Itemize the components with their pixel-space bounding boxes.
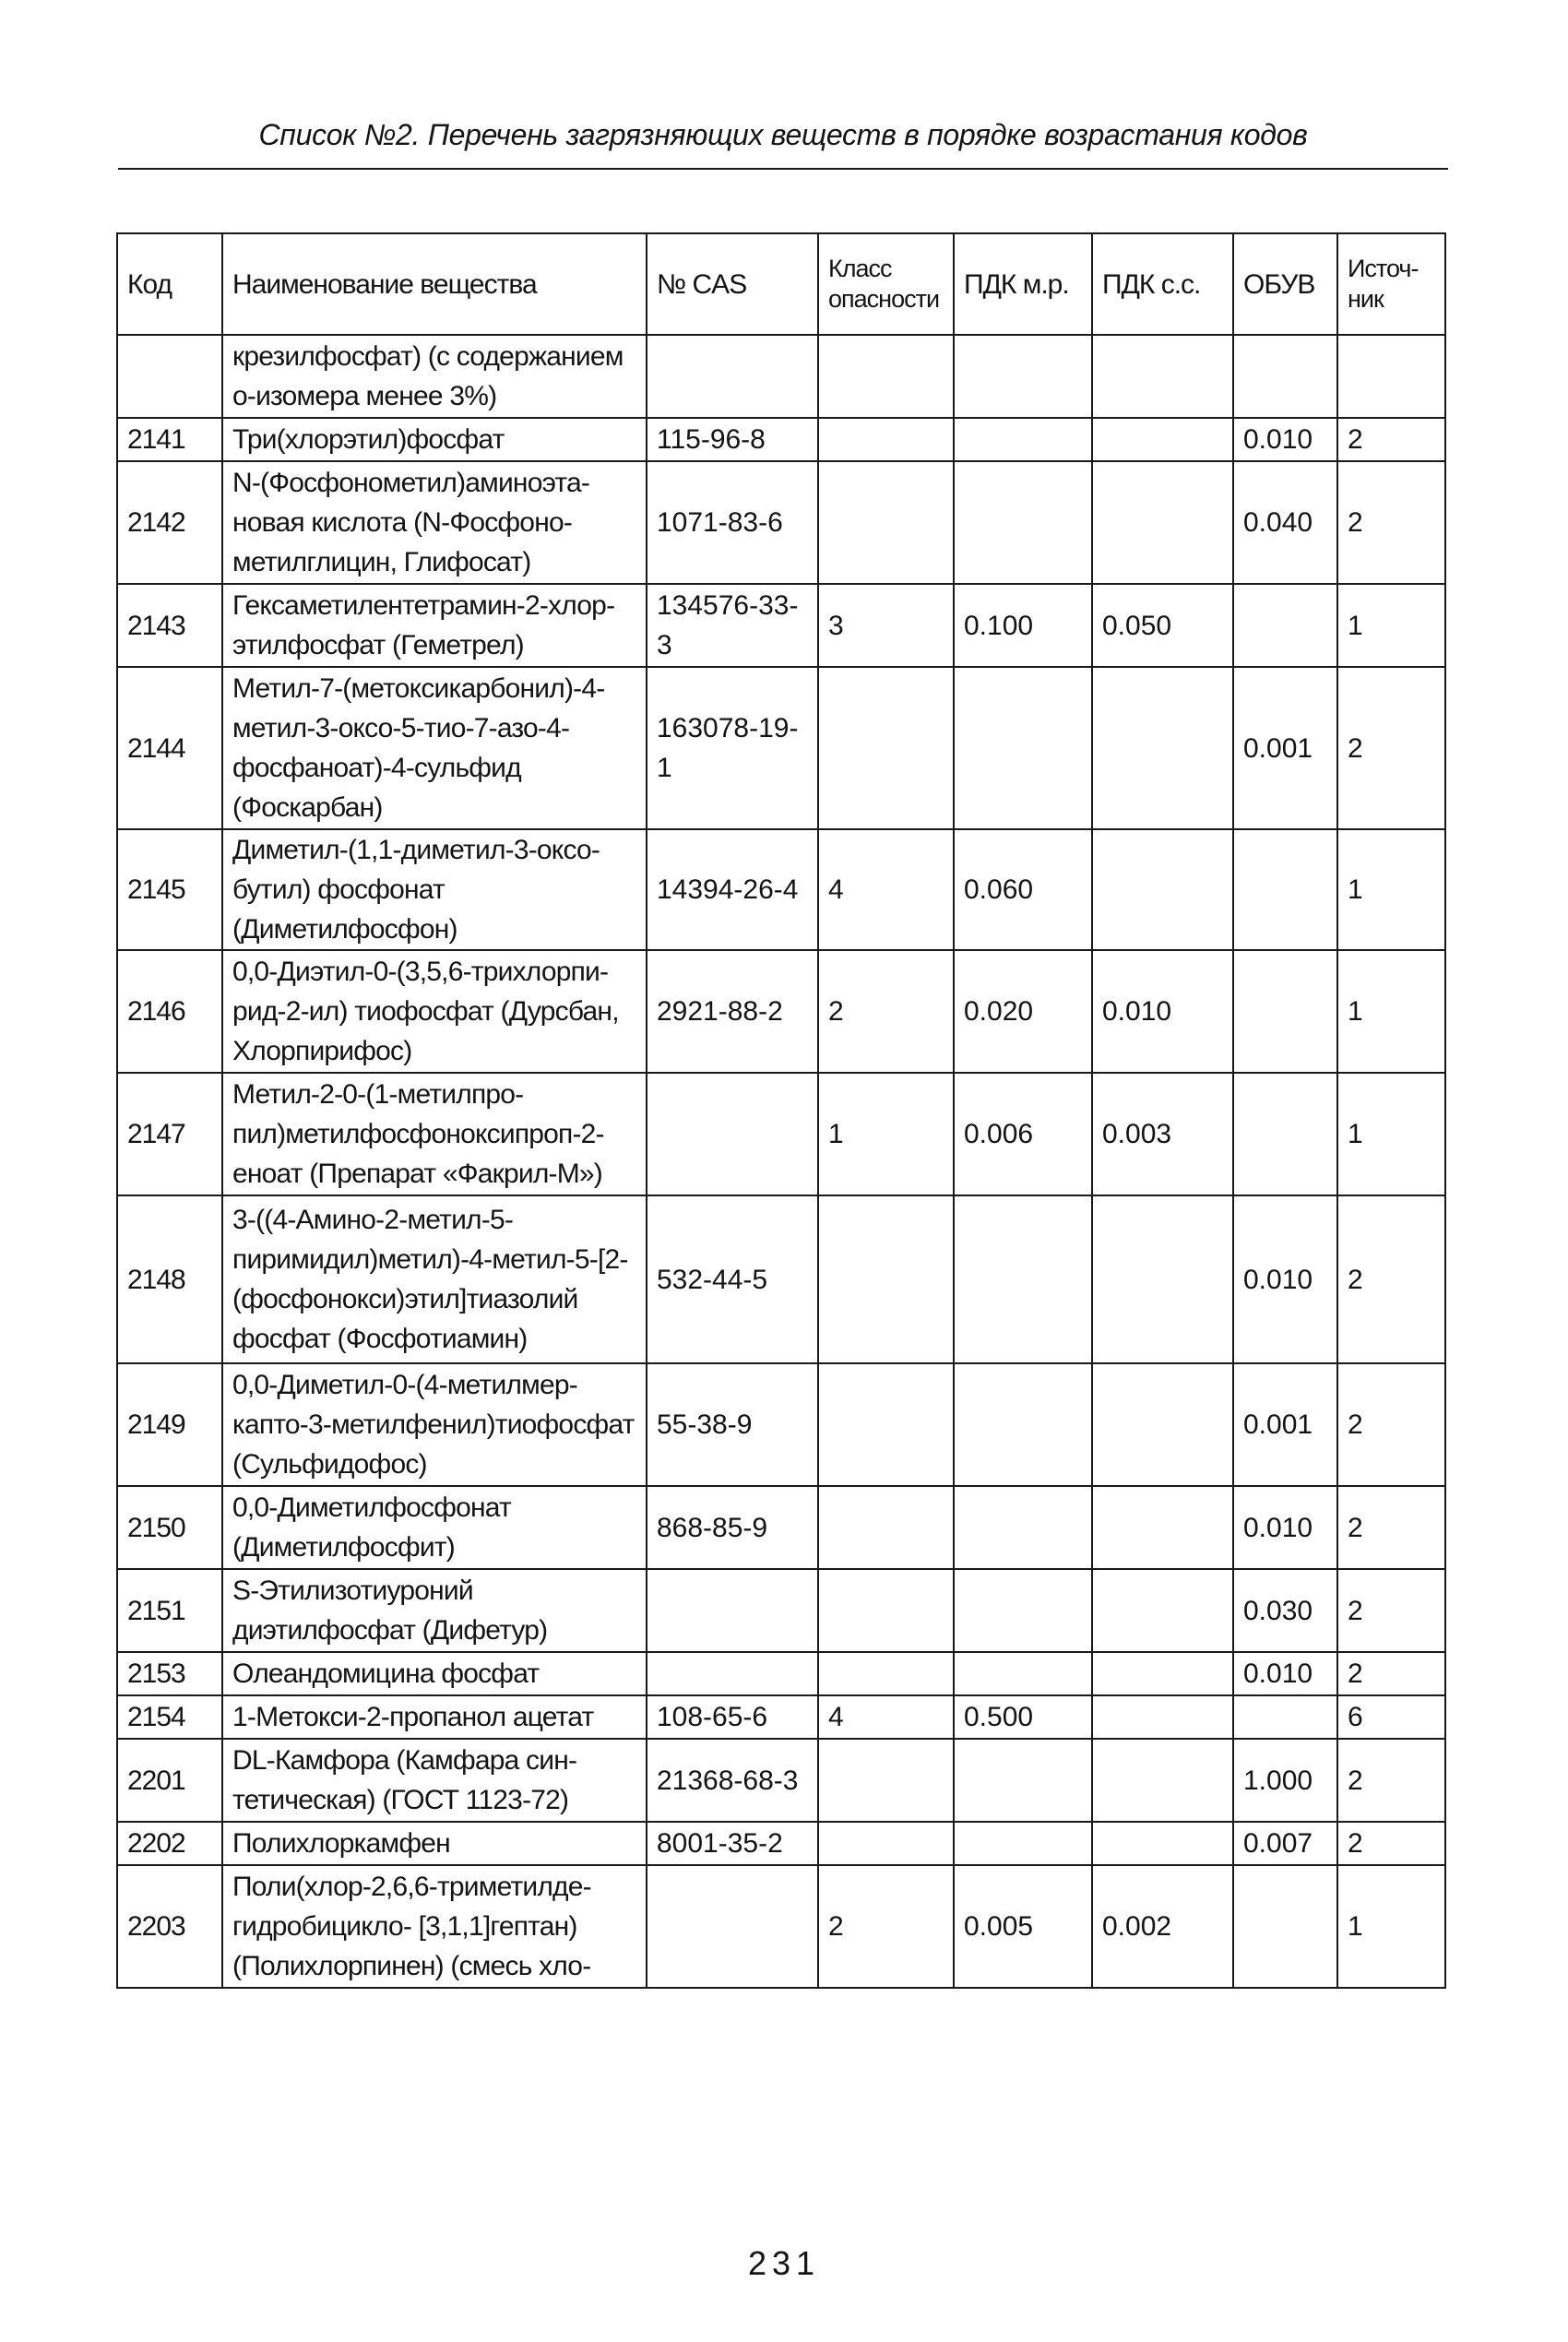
cell-source: 1 [1337,1865,1445,1988]
cell-pdk-mr: 0.060 [954,829,1092,950]
cell-hazard-class [818,1652,954,1695]
cell-hazard-class [818,461,954,584]
cell-pdk-mr: 0.005 [954,1865,1092,1988]
cell-cas: 115-96-8 [647,418,818,461]
cell-pdk-mr [954,1739,1092,1822]
table-row [117,1363,1445,1486]
cell-pdk-mr: 0.100 [954,584,1092,667]
cell-obuv: 0.010 [1233,418,1337,461]
cell-pdk-ss [1092,1822,1233,1865]
cell-code: 2149 [117,1363,222,1486]
cell-pdk-mr [954,418,1092,461]
column-header-name: Наименование вещества [222,233,647,335]
cell-pdk-mr: 0.006 [954,1073,1092,1195]
cell-cas [647,1073,818,1195]
cell-hazard-class [818,335,954,418]
cell-hazard-class: 1 [818,1073,954,1195]
cell-name: 0,0-Диметилфосфонат (Диметилфосфит) [222,1486,647,1569]
cell-obuv [1233,335,1337,418]
cell-obuv: 0.030 [1233,1569,1337,1652]
cell-pdk-ss: 0.050 [1092,584,1233,667]
cell-hazard-class: 4 [818,829,954,950]
cell-pdk-ss [1092,667,1233,829]
cell-cas: 868-85-9 [647,1486,818,1569]
cell-hazard-class [818,418,954,461]
cell-name: 1-Метокси-2-пропанол ацетат [222,1695,647,1739]
cell-hazard-class: 3 [818,584,954,667]
cell-cas [647,335,818,418]
cell-pdk-ss [1092,1486,1233,1569]
cell-name: 3-((4-Амино-2-метил-5-пиримидил)метил)-4-метил-5-[2-(фосфонокси)этил]тиазолий фосфат (Фосфотиамин) [222,1195,647,1363]
cell-obuv [1233,1073,1337,1195]
cell-source: 1 [1337,829,1445,950]
cell-obuv: 0.001 [1233,1363,1337,1486]
column-header-hazard-class: Класс опасности [818,233,954,335]
cell-pdk-mr [954,1822,1092,1865]
cell-cas: 2921-88-2 [647,950,818,1073]
cell-source: 2 [1337,1486,1445,1569]
cell-pdk-mr [954,1569,1092,1652]
table-row [117,461,1445,584]
cell-hazard-class: 2 [818,1865,954,1988]
cell-source [1337,335,1445,418]
column-header-cas: № CAS [647,233,818,335]
table-row [117,418,1445,461]
cell-code: 2201 [117,1739,222,1822]
cell-pdk-mr: 0.020 [954,950,1092,1073]
cell-cas: 21368-68-3 [647,1739,818,1822]
table-row [117,1865,1445,1988]
cell-cas: 532-44-5 [647,1195,818,1363]
table-row [117,1822,1445,1865]
cell-name: Метил-2-0-(1-метилпро-пил)метилфосфоноксипроп-2-еноат (Препарат «Факрил-М») [222,1073,647,1195]
cell-pdk-ss [1092,1652,1233,1695]
cell-name: N-(Фосфонометил)аминоэта-новая кислота (N-Фосфоно-метилглицин, Глифосат) [222,461,647,584]
cell-hazard-class: 4 [818,1695,954,1739]
cell-pdk-mr [954,1363,1092,1486]
cell-pdk-ss [1092,1739,1233,1822]
cell-name: Три(хлорэтил)фосфат [222,418,647,461]
cell-obuv: 1.000 [1233,1739,1337,1822]
cell-source: 1 [1337,584,1445,667]
cell-code: 2203 [117,1865,222,1988]
cell-pdk-ss: 0.002 [1092,1865,1233,1988]
cell-pdk-mr [954,1195,1092,1363]
cell-pdk-ss: 0.010 [1092,950,1233,1073]
table-row [117,667,1445,829]
cell-code: 2150 [117,1486,222,1569]
cell-code: 2143 [117,584,222,667]
cell-obuv: 0.001 [1233,667,1337,829]
table-row [117,950,1445,1073]
cell-cas: 134576-33-3 [647,584,818,667]
column-header-source: Источ-ник [1337,233,1445,335]
cell-pdk-mr [954,461,1092,584]
cell-hazard-class [818,1363,954,1486]
cell-obuv [1233,1865,1337,1988]
cell-source: 2 [1337,1739,1445,1822]
column-header-pdk-ss: ПДК с.с. [1092,233,1233,335]
header-rule [118,168,1448,170]
cell-hazard-class: 2 [818,950,954,1073]
table-row [117,829,1445,950]
cell-pdk-ss [1092,1363,1233,1486]
cell-code: 2144 [117,667,222,829]
cell-pdk-mr [954,667,1092,829]
cell-source: 2 [1337,418,1445,461]
table-row [117,1739,1445,1822]
cell-name: Олеандомицина фосфат [222,1652,647,1695]
cell-pdk-ss [1092,418,1233,461]
cell-pdk-ss [1092,1195,1233,1363]
cell-pdk-ss [1092,1695,1233,1739]
cell-source: 2 [1337,1652,1445,1695]
table-header-row [117,233,1445,335]
cell-pdk-mr: 0.500 [954,1695,1092,1739]
cell-name: Метил-7-(метоксикарбонил)-4-метил-3-оксо-5-тио-7-азо-4-фосфаноат)-4-сульфид (Фоскарбан) [222,667,647,829]
cell-name: Диметил-(1,1-диметил-3-оксо-бутил) фосфонат (Диметилфосфон) [222,829,647,950]
column-header-pdk-mr: ПДК м.р. [954,233,1092,335]
cell-source: 2 [1337,1195,1445,1363]
cell-code: 2145 [117,829,222,950]
cell-code: 2146 [117,950,222,1073]
cell-source: 6 [1337,1695,1445,1739]
table-row [117,584,1445,667]
table-row [117,1695,1445,1739]
table-row [117,1073,1445,1195]
cell-hazard-class [818,1486,954,1569]
cell-name: 0,0-Диэтил-0-(3,5,6-трихлорпи-рид-2-ил) тиофосфат (Дурсбан, Хлорпирифос) [222,950,647,1073]
cell-code: 2154 [117,1695,222,1739]
cell-pdk-mr [954,1486,1092,1569]
cell-code: 2148 [117,1195,222,1363]
cell-pdk-mr [954,335,1092,418]
page-number: 231 [747,2244,821,2282]
cell-cas [647,1865,818,1988]
cell-hazard-class [818,1195,954,1363]
cell-cas [647,1652,818,1695]
cell-code: 2202 [117,1822,222,1865]
cell-source: 2 [1337,1822,1445,1865]
cell-obuv [1233,950,1337,1073]
cell-obuv: 0.040 [1233,461,1337,584]
cell-pdk-ss [1092,461,1233,584]
cell-cas: 108-65-6 [647,1695,818,1739]
cell-hazard-class [818,1822,954,1865]
cell-cas: 1071-83-6 [647,461,818,584]
cell-source: 2 [1337,1569,1445,1652]
cell-name: Поли(хлор-2,6,6-триметилде-гидробицикло- [3,1,1]гептан) (Полихлорпинен) (смесь хло- [222,1865,647,1988]
cell-cas: 8001-35-2 [647,1822,818,1865]
cell-cas: 163078-19-1 [647,667,818,829]
table-row [117,1652,1445,1695]
cell-hazard-class [818,1739,954,1822]
cell-obuv: 0.010 [1233,1486,1337,1569]
cell-source: 2 [1337,461,1445,584]
cell-pdk-ss [1092,335,1233,418]
cell-obuv: 0.010 [1233,1195,1337,1363]
cell-code: 2142 [117,461,222,584]
cell-name: S-Этилизотиуроний диэтилфосфат (Дифетур) [222,1569,647,1652]
table-row [117,335,1445,418]
cell-obuv [1233,1695,1337,1739]
running-header: Список №2. Перечень загрязняющих веществ в порядке возрастания кодов [258,118,1308,151]
cell-code: 2141 [117,418,222,461]
cell-obuv: 0.010 [1233,1652,1337,1695]
table-row [117,1195,1445,1363]
table-row [117,1569,1445,1652]
cell-obuv [1233,584,1337,667]
table-row [117,1486,1445,1569]
cell-cas: 55-38-9 [647,1363,818,1486]
cell-source: 2 [1337,667,1445,829]
cell-source: 1 [1337,950,1445,1073]
cell-hazard-class [818,1569,954,1652]
column-header-obuv: ОБУВ [1233,233,1337,335]
cell-source: 1 [1337,1073,1445,1195]
column-header-code: Код [117,233,222,335]
cell-source: 2 [1337,1363,1445,1486]
cell-cas: 14394-26-4 [647,829,818,950]
cell-obuv [1233,829,1337,950]
cell-name: Гексаметилентетрамин-2-хлор-этилфосфат (Геметрел) [222,584,647,667]
cell-pdk-ss: 0.003 [1092,1073,1233,1195]
cell-pdk-mr [954,1652,1092,1695]
cell-code: 2153 [117,1652,222,1695]
cell-code: 2151 [117,1569,222,1652]
substances-table [116,232,1446,1989]
cell-name: Полихлоркамфен [222,1822,647,1865]
cell-pdk-ss [1092,829,1233,950]
cell-cas [647,1569,818,1652]
cell-name: DL-Камфора (Камфара син-тетическая) (ГОСТ 1123-72) [222,1739,647,1822]
cell-obuv: 0.007 [1233,1822,1337,1865]
cell-hazard-class [818,667,954,829]
cell-name: 0,0-Диметил-0-(4-метилмер-капто-3-метилфенил)тиофосфат (Сульфидофос) [222,1363,647,1486]
cell-code: 2147 [117,1073,222,1195]
cell-pdk-ss [1092,1569,1233,1652]
cell-code [117,335,222,418]
cell-name: крезилфосфат) (с содержанием о-изомера менее 3%) [222,335,647,418]
